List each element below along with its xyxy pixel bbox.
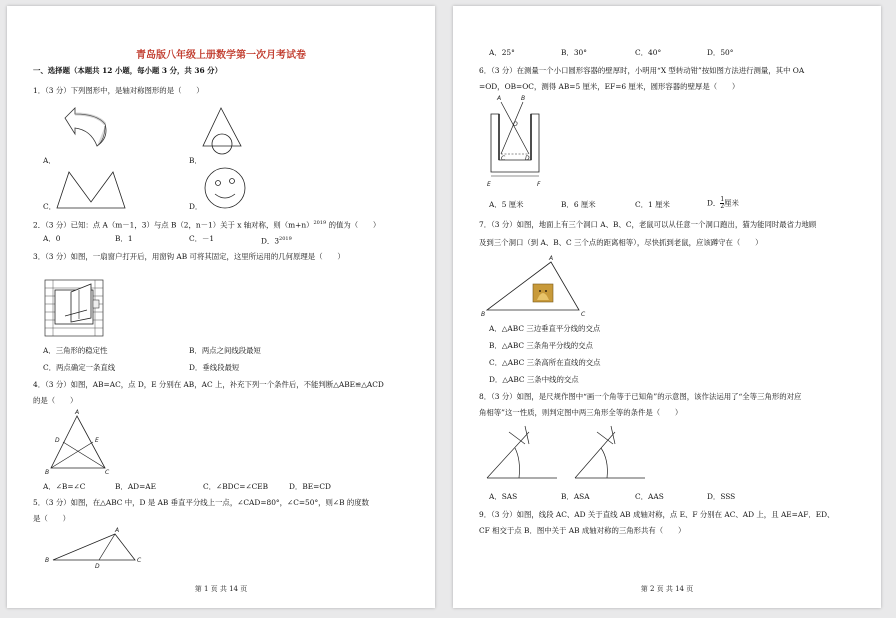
q6-option-c[interactable]: C．1 厘米 [635, 200, 670, 209]
q8-figure-angle-construction [485, 426, 675, 484]
question-2-stem: 2．（3 分）已知：点 A（m－1，3）与点 B（2，n－1）关于 x 轴对称，则$(m+n)^{2019}$ 的值为（ ） [33, 220, 381, 230]
q8-option-a[interactable]: A．SAS [489, 492, 518, 501]
q8-option-b[interactable]: B．ASA [561, 492, 590, 501]
q5-option-b[interactable]: B．30° [561, 48, 587, 57]
q1-figure-smiley-face [203, 164, 251, 212]
q5-label-c: C [137, 557, 142, 564]
exam-page-2 [453, 6, 881, 608]
q4-label-d: D [55, 437, 60, 444]
exam-title: 青岛版八年级上册数学第一次月考试卷 [136, 50, 306, 61]
q6-option-a[interactable]: A．5 厘米 [489, 200, 524, 209]
q6-figure-caliper [487, 95, 547, 190]
q1-option-d[interactable]: D． [189, 202, 203, 211]
q2-option-c[interactable]: C．－1 [189, 234, 215, 243]
q6-label-o: O [513, 121, 518, 128]
q6-option-b[interactable]: B．6 厘米 [561, 200, 596, 209]
q6-option-d[interactable]: D． $\frac{1}{2}$ 厘米 [707, 196, 739, 210]
q6-option-d-fraction: $\frac{1}{2}$ [720, 196, 725, 210]
q5-label-b: B [45, 557, 50, 564]
q5-option-a[interactable]: A．25° [489, 48, 515, 57]
q7-figure-triangle [481, 255, 595, 318]
q4-label-a: A [75, 409, 80, 416]
q6-label-b: B [521, 95, 526, 102]
q1-option-b[interactable]: B． [189, 156, 202, 165]
q4-label-b: B [45, 469, 50, 476]
q4-label-e: E [95, 437, 99, 444]
q7-label-b: B [481, 311, 486, 318]
q2-option-b[interactable]: B．1 [115, 234, 133, 243]
q4-option-d[interactable]: D．BE=CD [289, 482, 331, 491]
section-heading: 一、选择题（本题共 12 小题，每小题 3 分，共 36 分） [33, 66, 222, 75]
question-7-stem-cont: 及到三个洞口（到 A、B、C 三个点的距离相等），尽快抓到老鼠，应该蹲守在（ ） [479, 238, 763, 247]
q1-figure-triangle-circle [199, 106, 247, 152]
q5-label-a: A [115, 527, 120, 534]
q4-option-b[interactable]: B．AD=AE [115, 482, 157, 491]
question-3-stem: 3．（3 分）如图，一扇窗户打开后，用窗钩 AB 可将其固定，这里所运用的几何原理是（ ） [33, 252, 345, 261]
q6-label-e: E [487, 181, 491, 188]
q3-figure-window [43, 274, 107, 338]
question-1-stem: 1．（3 分）下列图形中，是轴对称图形的是（ ） [33, 86, 204, 95]
q4-label-c: C [105, 469, 110, 476]
exam-page-1 [7, 6, 435, 608]
q7-label-c: C [581, 311, 586, 318]
question-7-stem: 7．（3 分）如图，地面上有三个洞口 A、B、C，老鼠可以从任意一个洞口跑出，猫为能同时最省力地顾 [479, 220, 817, 229]
question-4-stem: 4．（3 分）如图，AB=AC，点 D，E 分别在 AB，AC 上，补充下列一个条件后，不能判断△ABE≌△ACD [33, 380, 384, 389]
question-6-stem: 6．（3 分）在测量一个小口圆形容器的壁厚时，小明用“X 型转动钳”按如图方法进行测量，其中 OA [479, 66, 805, 75]
q6-label-c: C [501, 155, 506, 162]
q6-label-f: F [537, 181, 541, 188]
q7-option-c[interactable]: C．△ABC 三条高所在直线的交点 [489, 358, 601, 367]
q5-option-d[interactable]: D．50° [707, 48, 734, 57]
q5-figure-triangle [45, 527, 149, 570]
q4-option-c[interactable]: C．∠BDC=∠CEB [203, 482, 269, 491]
q3-option-c[interactable]: C．两点确定一条直线 [43, 363, 116, 372]
q1-option-c[interactable]: C． [43, 202, 57, 211]
q1-figure-curved-arrow [53, 104, 113, 152]
question-9-stem-cont: CF 相交于点 B．图中关于 AB 成轴对称的三角形共有（ ） [479, 526, 686, 535]
q1-figure-bowtie [55, 168, 127, 212]
q7-label-a: A [549, 255, 554, 262]
q3-option-d[interactable]: D．垂线段最短 [189, 363, 240, 372]
q1-option-a[interactable]: A． [43, 156, 56, 165]
q8-option-d[interactable]: D．SSS [707, 492, 736, 501]
q4-figure-triangle [43, 409, 113, 476]
page-1-footer: 第 1 页 共 14 页 [194, 585, 248, 593]
q6-label-a: A [497, 95, 502, 102]
question-8-stem: 8．（3 分）如图，是尺规作图中“画一个角等于已知角”的示意图，该作法运用了“全等三角形的对应 [479, 392, 802, 401]
q7-option-b[interactable]: B．△ABC 三条角平分线的交点 [489, 341, 593, 350]
q2-option-d[interactable]: D．$3^{2019}$ [261, 236, 292, 246]
q7-option-d[interactable]: D．△ABC 三条中线的交点 [489, 375, 579, 384]
question-5-stem: 5．（3 分）如图，在△ABC 中，D 是 AB 垂直平分线上一点，∠CAD=80°，∠C=50°，则∠B 的度数 [33, 498, 370, 507]
question-5-stem-cont: 是（ ） [33, 514, 70, 523]
q2-option-a[interactable]: A．0 [43, 234, 61, 243]
question-6-stem-cont: =OD，OB=OC，测得 AB=5 厘米，EF=6 厘米，圆形容器的壁厚是（ ） [479, 82, 740, 91]
q5-option-c[interactable]: C．40° [635, 48, 662, 57]
q4-option-a[interactable]: A．∠B=∠C [43, 482, 86, 491]
question-8-stem-cont: 角相等”这一性质，则判定图中两三角形全等的条件是（ ） [479, 408, 683, 417]
question-4-stem-cont: 的是（ ） [33, 396, 78, 405]
q8-option-c[interactable]: C．AAS [635, 492, 664, 501]
question-9-stem: 9．（3 分）如图，线段 AC、AD 关于直线 AB 成轴对称，点 E、F 分别在 AC、AD 上，且 AE=AF．ED、 [479, 510, 835, 519]
q7-option-a[interactable]: A．△ABC 三边垂直平分线的交点 [489, 324, 601, 333]
page-2-footer: 第 2 页 共 14 页 [640, 585, 694, 593]
q6-label-d: D [525, 155, 530, 162]
q5-label-d: D [95, 563, 100, 570]
q3-option-b[interactable]: B．两点之间线段最短 [189, 346, 261, 355]
q3-option-a[interactable]: A．三角形的稳定性 [43, 346, 108, 355]
